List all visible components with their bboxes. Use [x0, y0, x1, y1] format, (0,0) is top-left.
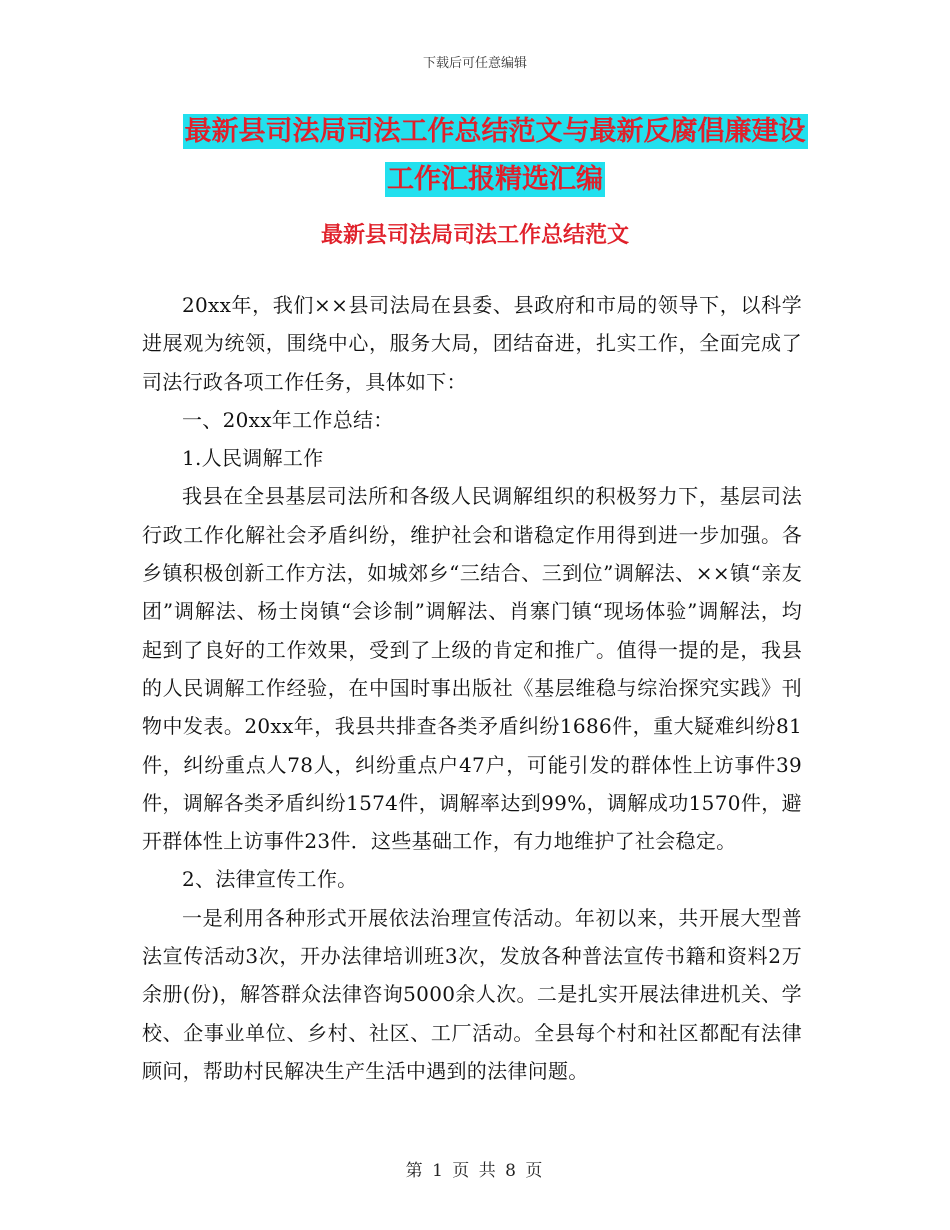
- document-title: [150, 108, 840, 204]
- document-title-line-2: 工作汇报精选汇编: [387, 164, 603, 195]
- paragraph: 20xx年，我们××县司法局在县委、县政府和市局的领导下，以科学进展观为统领，围绕中心，服务大局，团结奋进，扎实工作，全面完成了司法行政各项工作任务，具体如下：: [142, 293, 802, 394]
- paragraph: 我县在全县基层司法所和各级人民调解组织的积极努力下，基层司法行政工作化解社会矛盾纠纷，维护社会和谐稳定作用得到进一步加强。各乡镇积极创新工作方法，如城郊乡“三结合、三到位”调解法、××镇“亲友团”调解法、杨士岗镇“会诊制”调解法、肖寨门镇“现场体验”调解法，均起到了良好的工作效果，受到了上级的肯定和推广。值得一提的是，我县的人民调解工作经验，在中国时事出版社《基层维稳与综治探究实践》刊物中发表。20xx年，我县共排查各类矛盾纠纷1686件，重大疑难纠纷81件，纠纷重点人78人，纠纷重点户47户，可能引发的群体性上访事件39件，调解各类矛盾纠纷1574件，调解率达到99%，调解成功1570件，避开群体性上访事件23件．这些基础工作，有力地维护了社会稳定。: [142, 484, 802, 854]
- section-title: 最新县司法局司法工作总结范文: [320, 223, 629, 248]
- page-number: 第 1 页 共 8 页: [405, 1161, 545, 1181]
- paragraph: 1.人民调解工作: [182, 446, 324, 471]
- document-title-line-1: 最新县司法局司法工作总结范文与最新反腐倡廉建设: [184, 116, 806, 147]
- paragraph: 一、20xx年工作总结：: [182, 407, 394, 432]
- paragraph: 一是利用各种形式开展依法治理宣传活动。年初以来，共开展大型普法宣传活动3次，开办法律培训班3次，发放各种普法宣传书籍和资料2万余册(份)，解答群众法律咨询5000余人次。二是扎实开展法律进机关、学校、企事业单位、乡村、社区、工厂活动。全县每个村和社区都配有法律顾问，帮助村民解决生产生活中遇到的法律问题。: [142, 905, 802, 1083]
- header-note: 下载后可任意编辑: [422, 56, 527, 71]
- document-body: [142, 286, 802, 1090]
- paragraph: 2、法律宣传工作。: [182, 867, 358, 892]
